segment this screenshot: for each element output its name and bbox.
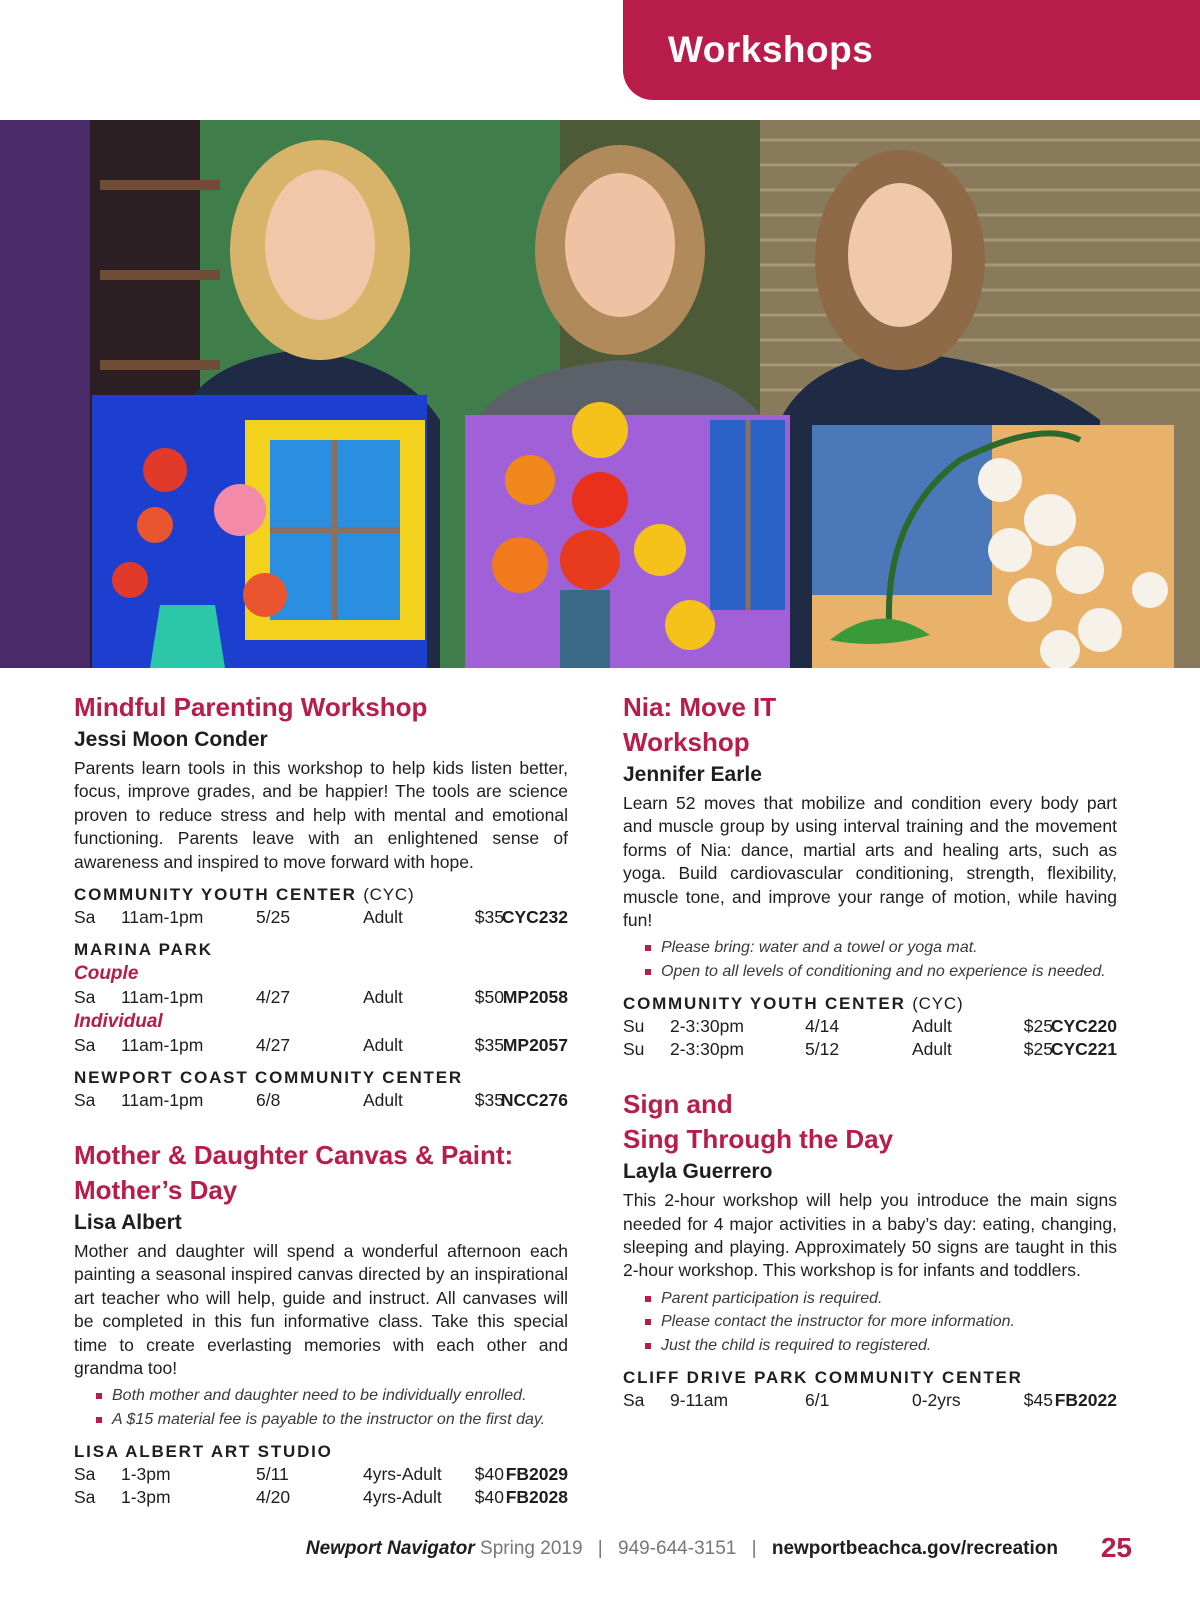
right-column (623, 690, 1117, 1412)
workshop-title: Mother & Daughter Canvas & Paint: Mother’s Day (74, 1140, 514, 1206)
instructor-name: Jennifer Earle (623, 763, 762, 786)
note-item: A $15 material fee is payable to the instructor on the first day. (96, 1408, 568, 1431)
left-column (74, 690, 568, 1509)
notes-list (623, 936, 1117, 983)
class-row: Sa 11am-1pm 4/27 Adult $50 MP2058 (74, 987, 568, 1008)
square-bullet-icon (96, 1417, 102, 1423)
workshop-mother-daughter (74, 1138, 568, 1509)
class-row: Sa 11am-1pm 5/25 Adult $35 CYC232 (74, 907, 568, 928)
phone-number: 949-644-3151 (618, 1538, 737, 1559)
class-row: Sa 1-3pm 5/11 4yrs-Adult $40 FB2029 (74, 1464, 568, 1485)
footer-separator: | (597, 1538, 603, 1559)
footer-separator: | (751, 1538, 757, 1559)
workshop-mindful-parenting (74, 690, 568, 1112)
location-heading: COMMUNITY YOUTH CENTER (CYC) (623, 994, 964, 1014)
location-heading: NEWPORT COAST COMMUNITY CENTER (74, 1068, 463, 1088)
square-bullet-icon (645, 1343, 651, 1349)
note-item: Open to all levels of conditioning and no experience is needed. (645, 960, 1117, 983)
class-row: Sa 11am-1pm 6/8 Adult $35 NCC276 (74, 1090, 568, 1111)
location-heading: COMMUNITY YOUTH CENTER (CYC) (74, 885, 415, 905)
workshop-title: Nia: Move IT Workshop (623, 692, 777, 757)
page-footer (0, 1532, 1200, 1568)
workshop-sign-and-sing (623, 1087, 1117, 1412)
workshop-nia (623, 690, 1117, 1061)
square-bullet-icon (645, 1319, 651, 1325)
website-link[interactable]: newportbeachca.gov/recreation (771, 1538, 1058, 1559)
class-row: Sa 11am-1pm 4/27 Adult $35 MP2057 (74, 1035, 568, 1056)
instructor-name: Lisa Albert (74, 1211, 182, 1235)
instructor-name: Layla Guerrero (623, 1160, 773, 1184)
workshop-description: Learn 52 moves that mobilize and condition every body part and muscle group by using interval training and the movement forms of Nia: dance, martial arts and healing arts, such as yoga. Build cardiovascular conditioning, strength, flexibility, muscle tone, and improve your range of motion, while having fun! (623, 793, 1117, 931)
instructor-name: Jessi Moon Conder (74, 728, 268, 751)
note-item: Please bring: water and a towel or yoga mat. (645, 936, 1117, 959)
section-title: Workshops (668, 29, 874, 70)
workshop-description: Parents learn tools in this workshop to help kids listen better, focus, improve grades, and be happier! The tools are science proven to reduce stress and help with mental and emotional functioning. Parents leave with an enlightened sense of awareness and inspired to move forward with hope. (74, 758, 568, 872)
square-bullet-icon (645, 945, 651, 951)
workshop-description: This 2-hour workshop will help you introduce the main signs needed for 4 major activities in a baby’s day: eating, changing, sleeping and playing. Approximately 50 signs are taught in this 2-hour workshop. This workshop is for infants and toddlers. (623, 1190, 1117, 1281)
class-row: Sa 1-3pm 4/20 4yrs-Adult $40 FB2028 (74, 1487, 568, 1508)
notes-list (74, 1384, 568, 1431)
workshop-title: Sign and Sing Through the Day (623, 1089, 894, 1155)
note-item: Just the child is required to registered. (645, 1334, 1117, 1357)
option-label: Individual (74, 1011, 163, 1033)
season-label: Spring 2019 (480, 1538, 583, 1559)
option-label: Couple (74, 963, 139, 985)
location-heading: LISA ALBERT ART STUDIO (74, 1442, 333, 1462)
location-heading: CLIFF DRIVE PARK COMMUNITY CENTER (623, 1368, 1023, 1388)
notes-list (623, 1287, 1117, 1357)
location-heading: MARINA PARK (74, 940, 213, 960)
section-tab (623, 0, 1200, 100)
workshop-title: Mindful Parenting Workshop (74, 692, 428, 722)
hero-photo (0, 120, 1200, 668)
note-item: Parent participation is required. (645, 1287, 1117, 1310)
footer-line (306, 1538, 1058, 1560)
note-item: Please contact the instructor for more information. (645, 1310, 1117, 1333)
class-row: Sa 9-11am 6/1 0-2yrs $45 FB2022 (623, 1390, 1117, 1411)
publication-name: Newport Navigator (305, 1538, 475, 1559)
class-row: Su 2-3:30pm 5/12 Adult $25 CYC221 (623, 1039, 1117, 1060)
square-bullet-icon (645, 969, 651, 975)
square-bullet-icon (96, 1393, 102, 1399)
square-bullet-icon (645, 1296, 651, 1302)
workshop-description: Mother and daughter will spend a wonderful afternoon each painting a seasonal inspired canvas directed by an inspirational art teacher who will help, guide and instruct. All canvases will be completed in this fun informative class. Take this special time to create everlasting memories with each other and grandma too! (74, 1241, 568, 1379)
page-number: 25 (1100, 1532, 1132, 1563)
class-row: Su 2-3:30pm 4/14 Adult $25 CYC220 (623, 1016, 1117, 1037)
note-item: Both mother and daughter need to be individually enrolled. (96, 1384, 568, 1407)
